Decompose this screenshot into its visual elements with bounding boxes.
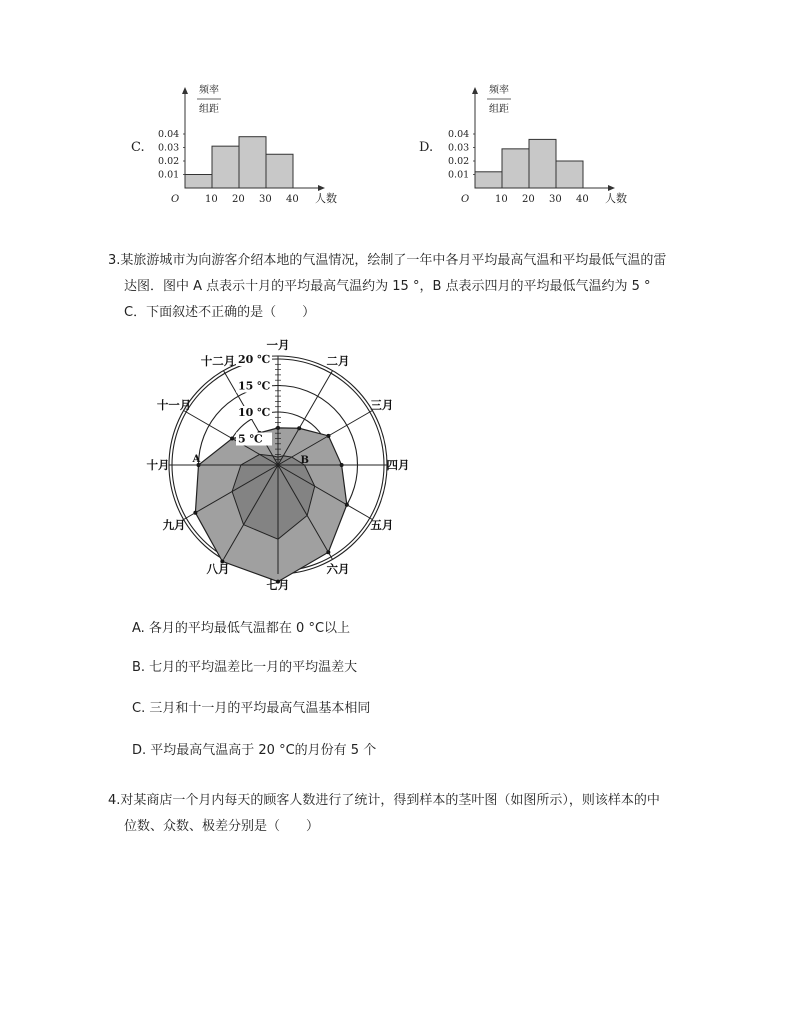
hist-c-y-tick-label: 0.03	[158, 142, 180, 154]
hist-d-y-label-bottom: 组距	[489, 104, 509, 115]
hist-d-x-tick-label: 30	[549, 194, 562, 205]
histogram-c	[125, 80, 355, 215]
hist-c-x-label: 人数	[315, 192, 337, 205]
question-4-line-1	[108, 788, 728, 814]
option-label-d: D.	[419, 140, 434, 155]
option-c[interactable]: C. 三月和十一月的平均最高气温基本相同	[132, 701, 371, 716]
radar-ring-label: 20 ℃	[238, 353, 271, 366]
hist-d-y-tick-label: 0.04	[448, 129, 470, 140]
question-3-line-1	[108, 248, 728, 274]
hist-d-y-label-top: 频率	[489, 85, 509, 96]
hist-d-y-tick-label: 0.02	[448, 156, 470, 167]
hist-c-bar	[185, 175, 212, 189]
hist-c-origin: O	[171, 194, 180, 205]
radar-month-label: 十二月	[200, 354, 236, 369]
radar-point-a-label: A	[192, 454, 201, 465]
radar-ring-label: 15 ℃	[238, 379, 271, 393]
hist-d-y-tick-label: 0.03	[448, 142, 470, 154]
question-3	[108, 248, 728, 326]
option-a[interactable]: A. 各月的平均最低气温都在 0 °C以上	[132, 621, 351, 636]
question-3-line-3: C．下面叙述不正确的是（ ）	[124, 305, 316, 320]
question-3-line-2: 达图．图中 A 点表示十月的平均最高气温约为 15 °，B 点表示四月的平均最低气温约为 5 °	[124, 279, 651, 294]
radar-month-label: 十一月	[156, 398, 192, 412]
radar-month-label: 六月	[326, 561, 350, 576]
question-4-number: 4.	[108, 793, 121, 808]
radar-month-label: 十月	[146, 458, 170, 472]
hist-d-x-label: 人数	[605, 192, 627, 205]
hist-d-x-tick-label: 20	[522, 194, 535, 205]
hist-c-y-tick-label: 0.02	[158, 156, 180, 167]
hist-c-x-arrow	[318, 185, 325, 191]
hist-c-y-tick-label: 0.01	[158, 169, 180, 181]
hist-d-bar	[529, 139, 556, 188]
radar-month-label: 七月	[266, 578, 290, 592]
hist-c-bar	[266, 154, 293, 188]
hist-d-y-tick-label: 0.01	[448, 169, 470, 181]
radar-month-label: 一月	[266, 338, 290, 352]
question-3-text-1: 某旅游城市为向游客介绍本地的气温情况，绘制了一年中各月平均最高气温和平均最低气温的雷	[120, 253, 667, 268]
question-4-text-1: 对某商店一个月内每天的顾客人数进行了统计，得到样本的茎叶图（如图所示），则该样本的中	[120, 793, 660, 808]
hist-d-x-arrow	[608, 185, 615, 191]
hist-c-bar	[212, 146, 239, 188]
hist-c-y-tick-label: 0.04	[158, 129, 180, 140]
radar-month-label: 九月	[162, 518, 186, 532]
hist-d-x-tick-label: 40	[576, 194, 589, 205]
histogram-c-chart	[125, 80, 355, 215]
option-label-c: C.	[131, 140, 145, 155]
hist-d-y-arrow	[472, 87, 478, 94]
radar-point-b-label: B	[300, 455, 309, 466]
radar-month-label: 三月	[370, 398, 394, 412]
hist-d-x-tick-label: 10	[495, 194, 508, 205]
question-4-line-2: 位数、众数、极差分别是（ ）	[124, 819, 320, 834]
radar-month-label: 四月	[386, 458, 410, 472]
hist-c-x-tick-label: 30	[259, 194, 272, 205]
hist-c-x-tick-label: 10	[205, 194, 218, 205]
hist-c-y-arrow	[182, 87, 188, 94]
hist-d-origin: O	[461, 194, 470, 205]
hist-d-bar	[502, 149, 529, 188]
radar-chart-svg	[130, 335, 430, 595]
radar-chart	[130, 335, 430, 595]
radar-month-label: 五月	[370, 518, 394, 532]
radar-ring-label: 5 ℃	[238, 432, 263, 446]
histogram-d	[415, 80, 645, 215]
option-d[interactable]: D. 平均最高气温高于 20 °C的月份有 5 个	[132, 743, 377, 758]
option-b[interactable]: B. 七月的平均温差比一月的平均温差大	[132, 660, 358, 675]
hist-c-bar	[239, 137, 266, 188]
hist-d-bar	[556, 161, 583, 188]
radar-ring-label: 10 ℃	[238, 406, 271, 419]
hist-d-bar	[475, 172, 502, 188]
hist-c-y-label-bottom: 组距	[199, 104, 219, 115]
hist-c-x-tick-label: 20	[232, 194, 245, 205]
question-4	[108, 788, 728, 840]
histogram-d-chart	[415, 80, 645, 215]
radar-month-label: 二月	[326, 354, 350, 369]
radar-month-label: 八月	[206, 561, 230, 576]
hist-c-y-label-top: 频率	[199, 85, 219, 96]
hist-c-x-tick-label: 40	[286, 194, 299, 205]
question-3-number: 3.	[108, 253, 121, 268]
